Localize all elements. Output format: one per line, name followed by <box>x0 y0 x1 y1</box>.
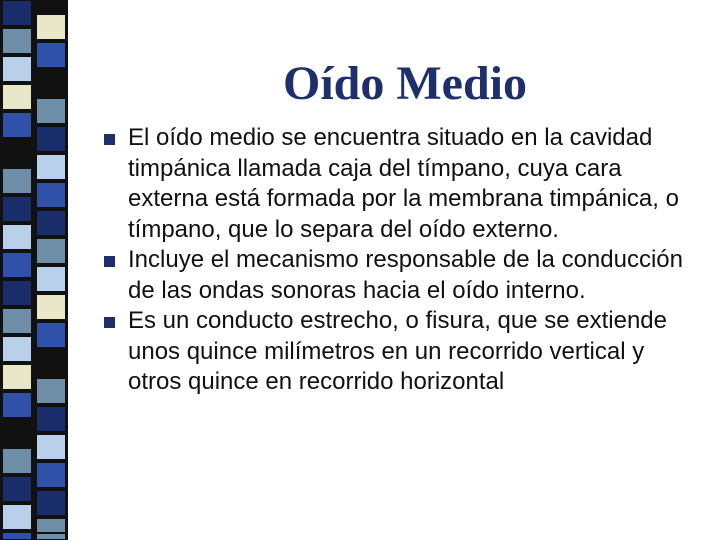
stripe-block <box>36 350 66 376</box>
square-bullet-icon <box>104 317 115 328</box>
stripe-block <box>36 434 66 460</box>
stripe-block <box>36 490 66 516</box>
stripe-block <box>36 378 66 404</box>
bullet-item <box>104 245 704 306</box>
decorative-stripe <box>0 0 68 540</box>
bullet-text: Es un conducto estrecho, o fisura, que se extiende unos quince milímetros en un recorrido vertical y otros quince en recorrido horizontal <box>128 307 668 395</box>
stripe-block <box>2 504 32 530</box>
stripe-block <box>36 70 66 96</box>
bullet-item <box>104 123 704 245</box>
stripe-block <box>2 392 32 418</box>
stripe-block <box>2 364 32 390</box>
stripe-block <box>2 0 32 26</box>
stripe-block <box>36 238 66 264</box>
bullet-text: Incluye el mecanismo responsable de la conducción de las ondas sonoras hacia el oído interno. <box>128 246 683 304</box>
stripe-block <box>36 98 66 124</box>
bullet-text: El oído medio se encuentra situado en la cavidad timpánica llamada caja del tímpano, cuya cara externa está formada por la membrana timpánica, o tímpano, que lo separa del oído externo. <box>128 124 679 243</box>
stripe-block <box>2 308 32 334</box>
stripe-block <box>36 294 66 320</box>
stripe-block <box>2 532 32 540</box>
stripe-block <box>36 210 66 236</box>
stripe-block <box>2 140 32 166</box>
stripe-block <box>2 168 32 194</box>
stripe-block <box>2 280 32 306</box>
stripe-block <box>36 42 66 68</box>
stripe-block <box>36 154 66 180</box>
stripe-block <box>2 252 32 278</box>
square-bullet-icon <box>104 256 115 267</box>
stripe-block <box>36 14 66 40</box>
stripe-block <box>36 126 66 152</box>
bullet-list <box>104 123 704 398</box>
stripe-block <box>36 182 66 208</box>
stripe-block <box>2 56 32 82</box>
stripe-block <box>36 462 66 488</box>
square-bullet-icon <box>104 134 115 145</box>
stripe-block <box>2 28 32 54</box>
stripe-block <box>2 84 32 110</box>
stripe-block <box>2 476 32 502</box>
bullet-item <box>104 306 704 398</box>
stripe-block <box>36 406 66 432</box>
stripe-block <box>36 518 66 540</box>
slide-title: Oído Medio <box>282 57 527 110</box>
stripe-block <box>36 266 66 292</box>
stripe-block <box>36 322 66 348</box>
stripe-block <box>2 196 32 222</box>
stripe-block <box>2 420 32 446</box>
stripe-block <box>2 224 32 250</box>
stripe-block <box>2 448 32 474</box>
stripe-block <box>36 532 66 534</box>
stripe-block <box>2 336 32 362</box>
stripe-block <box>2 112 32 138</box>
